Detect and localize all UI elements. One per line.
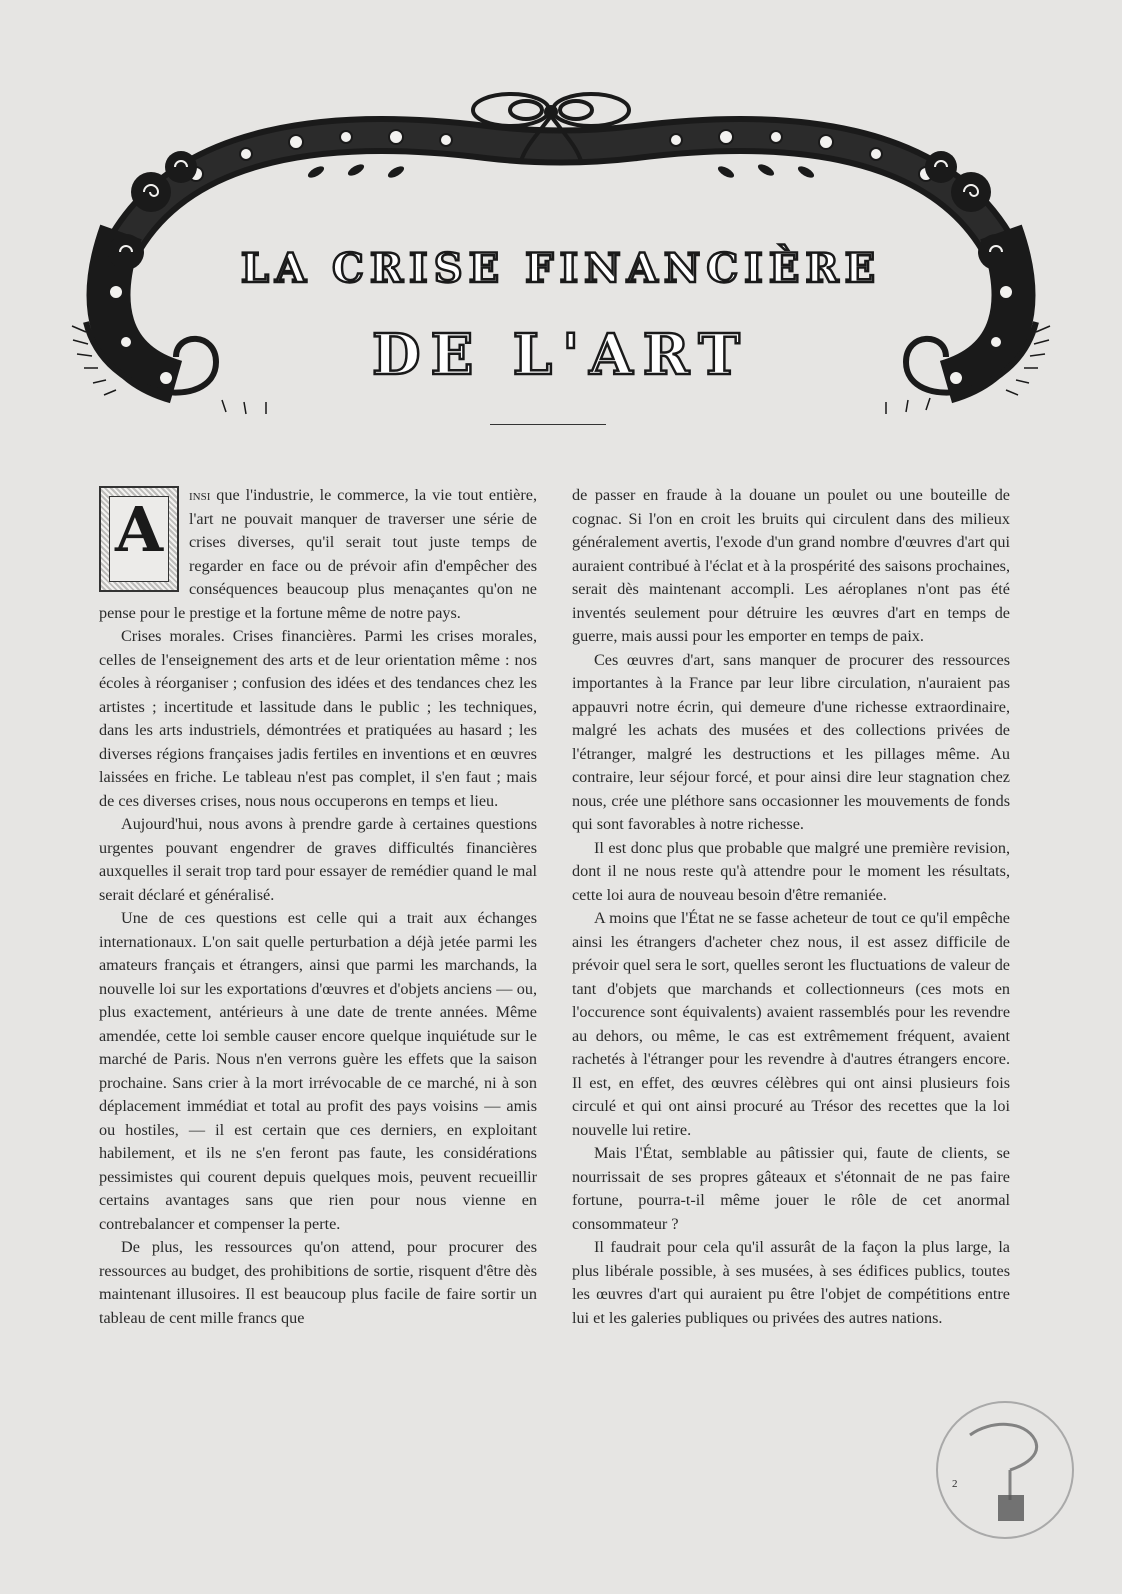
- article-column-right: [572, 484, 1010, 1330]
- paragraph: De plus, les ressources qu'on attend, pour procurer des ressources au budget, des prohibitions de sortie, risquent d'être dès maintenant illusoires. Il est beaucoup plus facile de faire sortir un tableau de cent mille francs que: [99, 1238, 537, 1327]
- page-number: 2: [952, 1478, 958, 1490]
- paragraph-text: que l'industrie, le commerce, la vie tout entière, l'art ne pouvait manquer de traverser une série de crises diverses, qu'il serait tout juste temps de regarder en face ou de prévoir afin d'empêcher des conséquences beaucoup plus menaçantes qu'on ne pense pour le prestige et la fortune même de notre pays.: [99, 486, 537, 622]
- ribbon-bow-ornament: [466, 86, 636, 166]
- paragraph: Aujourd'hui, nous avons à prendre garde à certaines questions urgentes pouvant engendrer de graves difficultés financières auxquelles il serait trop tard pour essayer de remédier quand le mal serait déclaré et généralisé.: [99, 815, 537, 904]
- title-line-1: LA CRISE FINANCIÈRE: [240, 245, 882, 292]
- library-stamp-icon: [930, 1395, 1080, 1545]
- title-line-2: DE L'ART: [372, 322, 750, 388]
- drop-cap-letter: A: [114, 493, 164, 566]
- article-column-left: [99, 484, 537, 1330]
- lead-in: insi: [189, 486, 211, 504]
- paragraph: A moins que l'État ne se fasse acheteur de tout ce qu'il empêche ainsi les étrangers d'acheter chez nous, il est assez difficile de prévoir quel sera le sort, quelles seront les fluctuations de valeur de tant d'objets que marchands et collectionneurs (ces mots en l'occurence sont équivalents) avaient rassemblés pour les revendre au dehors, ou même, le cas est extrêmement fréquent, avaient rachetés à l'étranger pour les revendre à d'autres étrangers encore. Il est, en effet, des œuvres célèbres qui ont ainsi plusieurs fois circulé et qui ont ainsi procuré au Trésor des recettes que la loi nouvelle lui retire.: [572, 909, 1010, 1139]
- paragraph: Ces œuvres d'art, sans manquer de procurer des ressources importantes à la France par leur libre circulation, n'auraient pas appauvri notre écrin, qui demeure d'une richesse extraordinaire, malgré les achats des musées et des collections privées de l'étranger, malgré les destructions et les pillages même. Au contraire, leur séjour forcé, et pour ainsi dire leur stagnation chez nous, crée une pléthore sans occasionner les mouvements de fonds qui sont favorables à notre richesse.: [572, 650, 1010, 833]
- paragraph: Crises morales. Crises financières. Parmi les crises morales, celles de l'enseignement des arts et de leur orientation même : nos écoles à réorganiser ; confusion des idées et des tendances chez les artistes ; incertitude et lassitude dans le public ; les techniques, dans les arts industriels, démontrées et pratiquées au hasard ; les diverses régions françaises jadis fertiles en inventions et en œuvres laissées en friche. Le tableau n'est pas complet, il s'en faut ; mais de ces diverses crises, nous nous occuperons en temps et lieu.: [99, 627, 537, 810]
- paragraph: de passer en fraude à la douane un poulet ou une bouteille de cognac. Si l'on en croit les bruits qui circulent dans des milieux généralement avertis, l'exode d'un grand nombre d'œuvres d'art qui auraient contribué à l'éclat et à la prospérité des saisons prochaines, serait dès maintenant accompli. Les aéroplanes n'ont pas été inventés seulement pour détruire les œuvres d'art en temps de guerre, mais aussi pour les emporter en temps de paix.: [572, 486, 1010, 645]
- paragraph: Il faudrait pour cela qu'il assurât de la façon la plus large, la plus libérale possible, à ses musées, à ses édifices publics, toutes les œuvres d'art qui auraient pu être l'objet de compétitions entre lui et les galeries publiques ou privées des autres nations.: [572, 1238, 1010, 1327]
- paragraph: Une de ces questions est celle qui a trait aux échanges internationaux. L'on sait quelle perturbation a déjà jetée parmi les amateurs français et étrangers, ainsi que parmi les marchands, la nouvelle loi sur les exportations d'œuvres et d'objets anciens — ou, plus exactement, antérieurs à une date de trente années. Même amendée, cette loi semble causer encore quelque inquiétude sur le marché de Paris. Nous n'en verrons guère les effets que la saison prochaine. Sans crier à la mort irrévocable de ce marché, ni à son déplacement immédiat et total au profit des pays voisins — amis ou hostiles, — il est certain que ces derniers, en exploitant habilement, et ils ne s'en feront pas faute, les considérations pessimistes qui courent depuis quelques mois, peuvent recueillir certains avantages sans que rien pour nous vienne en contrebalancer et compenser la perte.: [99, 909, 537, 1233]
- title-divider: [490, 424, 606, 425]
- paragraph: Mais l'État, semblable au pâtissier qui, faute de clients, se nourrissait de ses propres gâteaux et s'étonnait de ne pas faire fortune, pourra-t-il même jouer le rôle de cet anormal consommateur ?: [572, 1144, 1010, 1233]
- drop-cap-ornament: [99, 486, 179, 592]
- paragraph: Il est donc plus que probable que malgré une première revision, dont il ne nous reste qu'à attendre pour le moment les résultats, cette loi aura de nouveau besoin d'être remaniée.: [572, 838, 1010, 904]
